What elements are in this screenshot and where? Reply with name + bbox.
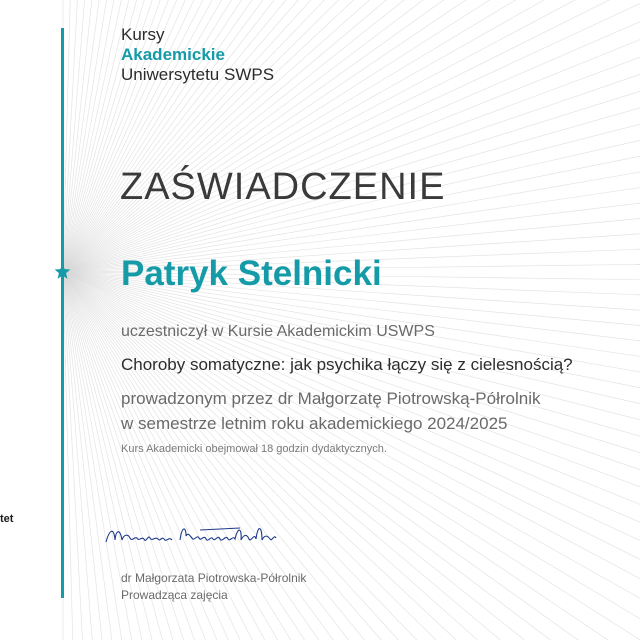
participation-text: uczestniczył w Kursie Akademickim USWPS [121, 323, 435, 340]
accent-vertical-line [61, 28, 64, 598]
signatory-name: dr Małgorzata Piotrowska-Półrolnik [121, 571, 307, 585]
hours-note: Kurs Akademicki obejmował 18 godzin dydaktycznych. [121, 443, 387, 455]
org-line-1: Kursy [121, 25, 165, 44]
course-title: Choroby somatyczne: jak psychika łączy się z cielesnością? [121, 355, 573, 374]
handwritten-signature [102, 518, 280, 558]
organization-logo-text [121, 25, 274, 85]
semester-line: w semestrze letnim roku akademickiego 2024/2025 [121, 414, 508, 433]
org-line-3: Uniwersytetu SWPS [121, 65, 275, 84]
instructor-line: prowadzonym przez dr Małgorzatę Piotrowską-Półrolnik [121, 389, 541, 408]
org-line-2: Akademickie [121, 45, 225, 64]
star-icon [54, 263, 71, 280]
recipient-name: Patryk Stelnicki [121, 254, 382, 293]
signatory-block [121, 570, 306, 604]
instructor-semester-text [121, 386, 541, 436]
signatory-role: Prowadząca zajęcia [121, 588, 228, 602]
cropped-edge-text: tet [0, 513, 14, 525]
certificate-title: ZAŚWIADCZENIE [120, 166, 446, 208]
